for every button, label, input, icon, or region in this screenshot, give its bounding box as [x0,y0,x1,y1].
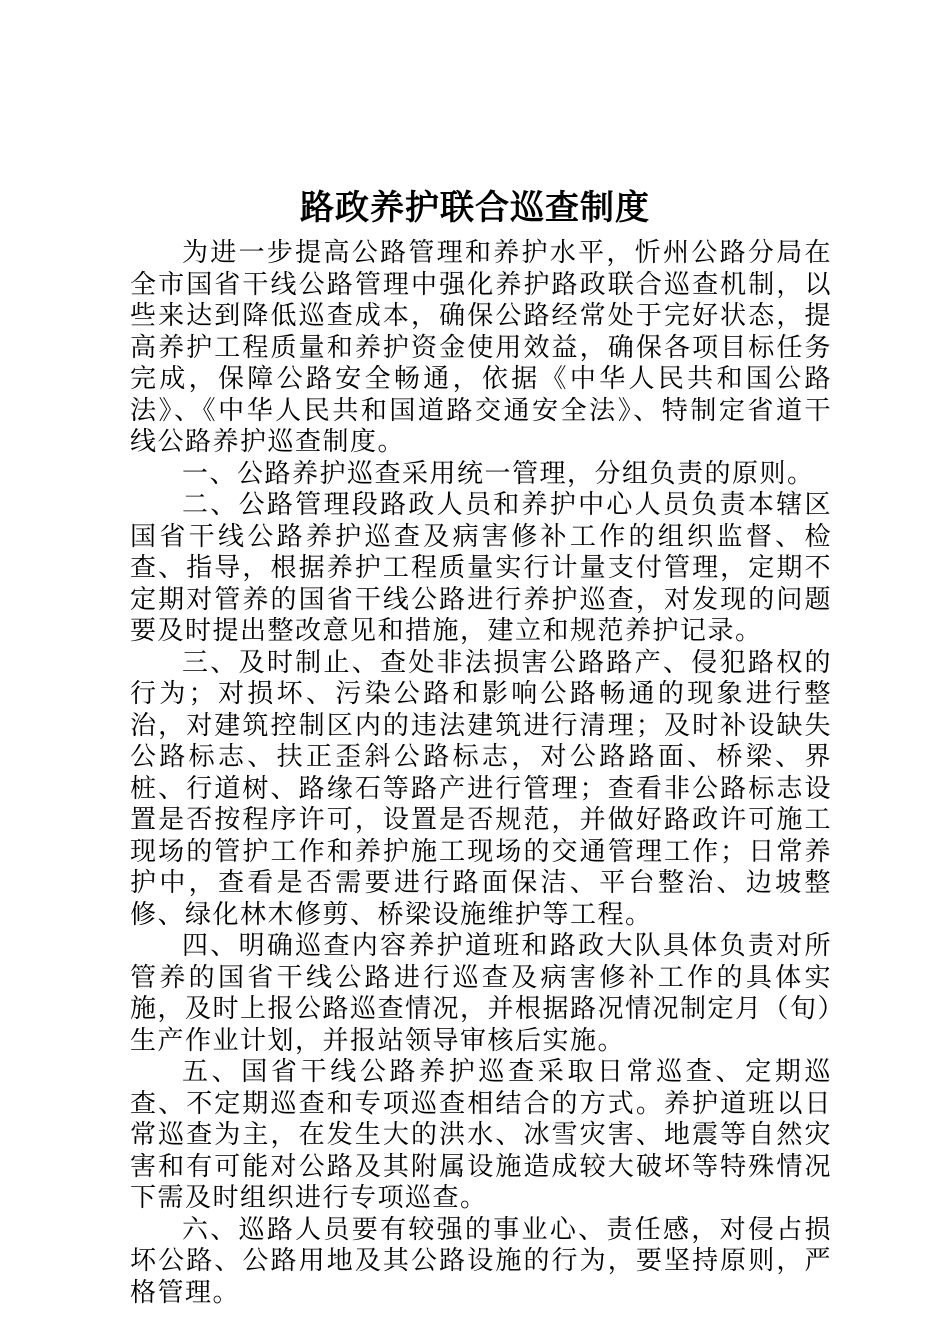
paragraph-item-6: 六、巡路人员要有较强的事业心、责任感，对侵占损坏公路、公路用地及其公路设施的行为，要坚持原则，严格管理。 [130,1214,832,1308]
paragraph-item-2: 二、公路管理段路政人员和养护中心人员负责本辖区国省干线公路养护巡查及病害修补工作的组织监督、检查、指导，根据养护工程质量实行计量支付管理，定期不定期对管养的国省干线公路进行养护巡查，对发现的问题要及时提出整改意见和措施，建立和规范养护记录。 [130,490,832,646]
document-title: 路政养护联合巡查制度 [300,188,650,228]
paragraph-item-3: 三、及时制止、查处非法损害公路路产、侵犯路权的行为；对损坏、污染公路和影响公路畅通的现象进行整治，对建筑控制区内的违法建筑进行清理；及时补设缺失公路标志、扶正歪斜公路标志，对公路路面、桥梁、界桩、行道树、路缘石等路产进行管理；查看非公路标志设置是否按程序许可，设置是否规范，并做好路政许可施工现场的管护工作和养护施工现场的交通管理工作；日常养护中，查看是否需要进行路面保洁、平台整治、边坡整修、绿化林木修剪、桥梁设施维护等工程。 [130,647,832,930]
paragraph-intro: 为进一步提高公路管理和养护水平，忻州公路分局在全市国省干线公路管理中强化养护路政联合巡查机制，以些来达到降低巡查成本，确保公路经常处于完好状态，提高养护工程质量和养护资金使用效益，确保各项目标任务完成，保障公路安全畅通，依据《中华人民共和国公路法》、《中华人民共和国道路交通安全法》、特制定省道干线公路养护巡查制度。 [130,238,832,457]
paragraph-item-4: 四、明确巡查内容养护道班和路政大队具体负责对所管养的国省干线公路进行巡查及病害修补工作的具体实施，及时上报公路巡查情况，并根据路况情况制定月（旬）生产作业计划，并报站领导审核后实施。 [130,931,833,1056]
paragraph-item-5: 五、国省干线公路养护巡查采取日常巡查、定期巡查、不定期巡查和专项巡查相结合的方式。养护道班以日常巡查为主，在发生大的洪水、冰雪灾害、地震等自然灾害和有可能对公路及其附属设施造成较大破坏等特殊情况下需及时组织进行专项巡查。 [130,1057,832,1213]
paragraph-item-1: 一、公路养护巡查采用统一管理，分组负责的原则。 [182,458,815,489]
document-body [130,238,832,1309]
